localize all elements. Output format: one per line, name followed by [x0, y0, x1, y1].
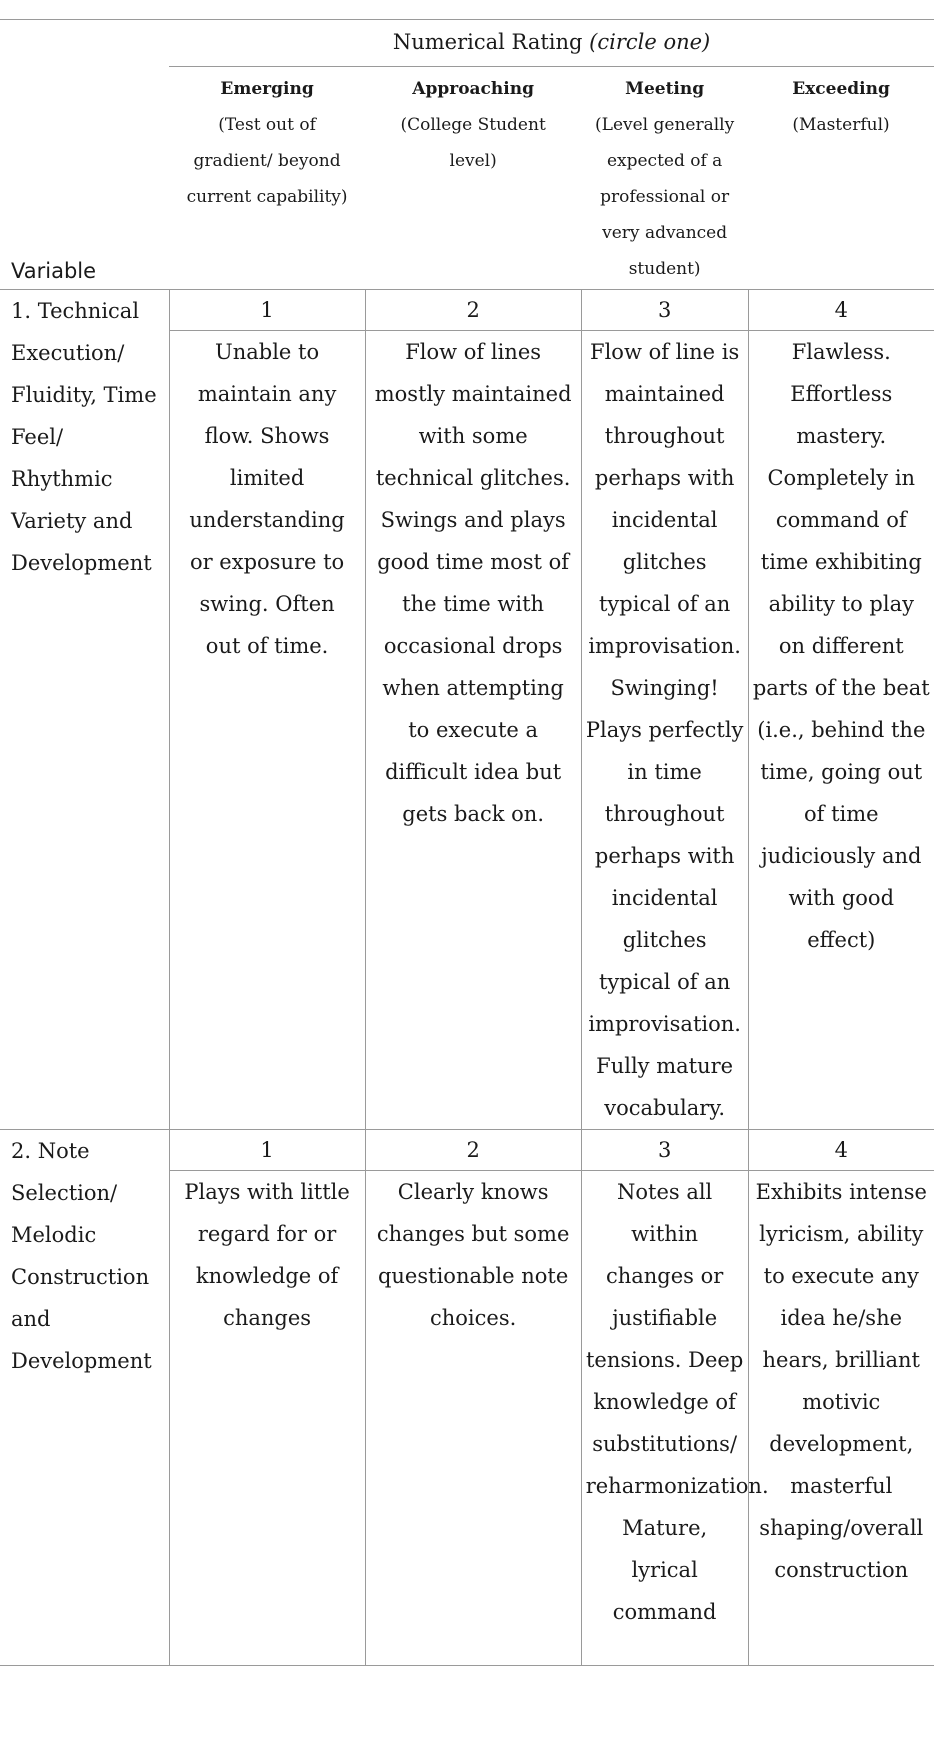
row-2-scores — [0, 1130, 934, 1171]
rating-title-note: (circle one) — [589, 30, 711, 54]
score-option-4[interactable]: 4 — [748, 1130, 934, 1171]
variable-column-header: Variable — [11, 259, 97, 283]
row-1-scores — [0, 290, 934, 331]
level-header-emerging — [169, 67, 365, 290]
score-option-1[interactable]: 1 — [169, 1130, 365, 1171]
variable-note-selection: 2. Note Selection/ Melodic Construction and Development — [0, 1130, 169, 1666]
bottom-rule-cell — [0, 1666, 934, 1667]
level-name: Approaching — [412, 79, 534, 99]
header-row-levels — [0, 67, 934, 290]
rubric-table — [0, 19, 934, 1666]
header-row-title — [0, 20, 934, 67]
level-description: (Masterful) — [792, 115, 890, 135]
score-option-2[interactable]: 2 — [365, 1130, 581, 1171]
score-option-3[interactable]: 3 — [581, 290, 748, 331]
level-description: (Test out of gradient/ beyond current capability) — [186, 115, 348, 207]
level-description: (Level generally expected of a professional or very advanced student) — [595, 115, 735, 279]
table-bottom-rule — [0, 1666, 934, 1667]
level-header-approaching — [365, 67, 581, 290]
description-meeting: Flow of line is maintained throughout perhaps with incidental glitches typical of an improvisation. Swinging! Plays perfectly in time throughout perhaps with incidental glitches typical of an improvisation. Fully mature vocabulary. — [581, 331, 748, 1130]
score-option-2[interactable]: 2 — [365, 290, 581, 331]
rating-title — [169, 20, 934, 67]
header-corner — [0, 20, 169, 67]
level-header-meeting — [581, 67, 748, 290]
level-name: Exceeding — [792, 79, 890, 99]
level-description: (College Student level) — [400, 115, 546, 171]
variable-technical-execution: 1. Technical Execution/ Fluidity, Time Feel/ Rhythmic Variety and Development — [0, 290, 169, 1130]
description-meeting: Notes all within changes or justifiable tensions. Deep knowledge of substitutions/ reharmonization. Mature, lyrical command — [581, 1171, 748, 1666]
score-option-1[interactable]: 1 — [169, 290, 365, 331]
rating-title-text: Numerical Rating — [392, 30, 583, 54]
description-emerging: Plays with little regard for or knowledge of changes — [169, 1171, 365, 1666]
description-exceeding: Exhibits intense lyricism, ability to execute any idea he/she hears, brilliant motivic development, masterful shaping/overall construction — [748, 1171, 934, 1666]
description-exceeding: Flawless. Effortless mastery. Completely in command of time exhibiting ability to play on different parts of the beat (i.e., behind the time, going out of time judiciously and with good effect) — [748, 331, 934, 1130]
score-option-3[interactable]: 3 — [581, 1130, 748, 1171]
level-name: Emerging — [220, 79, 314, 99]
description-approaching: Clearly knows changes but some questionable note choices. — [365, 1171, 581, 1666]
level-name: Meeting — [625, 79, 705, 99]
level-header-exceeding — [748, 67, 934, 290]
score-option-4[interactable]: 4 — [748, 290, 934, 331]
description-approaching: Flow of lines mostly maintained with some technical glitches. Swings and plays good time most of the time with occasional drops when attempting to execute a difficult idea but gets back on. — [365, 331, 581, 1130]
description-emerging: Unable to maintain any flow. Shows limited understanding or exposure to swing. Often out of time. — [169, 331, 365, 1130]
